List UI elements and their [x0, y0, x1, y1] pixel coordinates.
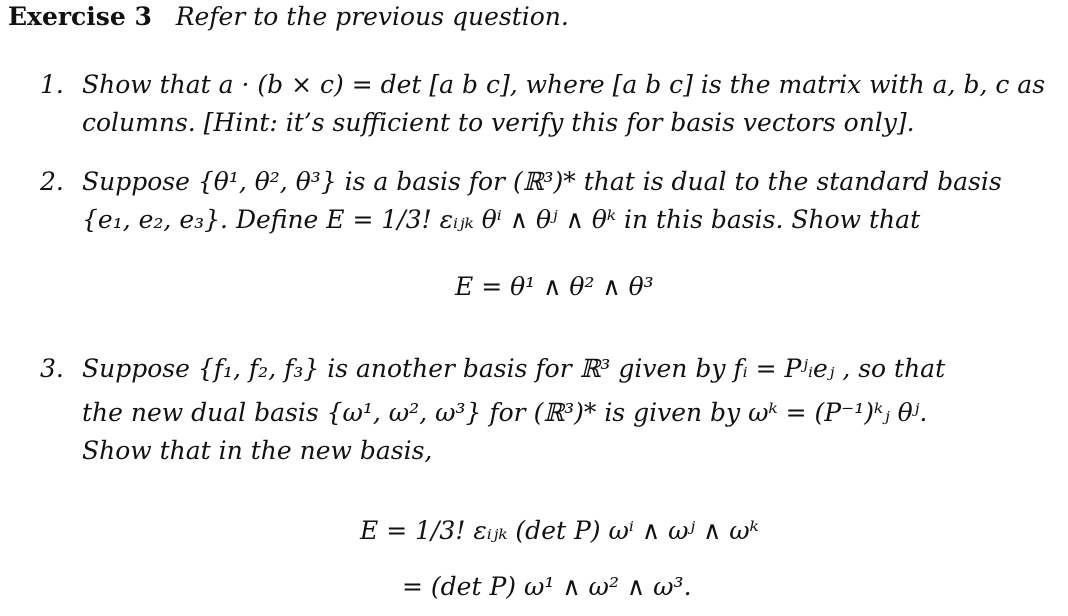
item-line: Suppose {f₁, f₂, f₃} is another basis for ℝ³ given by fᵢ = Pʲᵢeⱼ , so that	[82, 354, 946, 383]
exercise-intro: Refer to the previous question.	[175, 2, 569, 31]
item-line: Suppose {θ¹, θ², θ³} is a basis for (ℝ³)* that is dual to the standard basis	[82, 167, 1002, 196]
item-number: 3.	[40, 354, 64, 383]
exercise-item-2	[40, 163, 1062, 239]
item-number: 1.	[40, 70, 64, 99]
display-equation: E = θ¹ ∧ θ² ∧ θ³	[455, 272, 654, 301]
item-number: 2.	[40, 167, 64, 196]
exercise-heading	[8, 0, 569, 34]
exercise-item-3	[40, 350, 1062, 470]
item-line: {e₁, e₂, e₃}. Define E = 1/3! εᵢⱼₖ θⁱ ∧ θʲ ∧ θᵏ in this basis. Show that	[82, 205, 921, 234]
display-equation: E = 1/3! εᵢⱼₖ (det P) ωⁱ ∧ ωʲ ∧ ωᵏ	[360, 516, 759, 545]
exercise-item-1	[40, 66, 1062, 142]
item-line: Show that a · (b × c) = det [a b c], where [a b c] is the matrix with a, b, c as	[82, 70, 1046, 99]
exercise-label: Exercise 3	[8, 2, 152, 31]
display-equation: = (det P) ω¹ ∧ ω² ∧ ω³.	[402, 572, 692, 601]
item-line: the new dual basis {ω¹, ω², ω³} for (ℝ³)* is given by ωᵏ = (P⁻¹)ᵏⱼ θʲ.	[82, 398, 928, 427]
item-line: Show that in the new basis,	[82, 436, 433, 465]
item-line: columns. [Hint: it’s sufficient to verify this for basis vectors only].	[82, 108, 915, 137]
